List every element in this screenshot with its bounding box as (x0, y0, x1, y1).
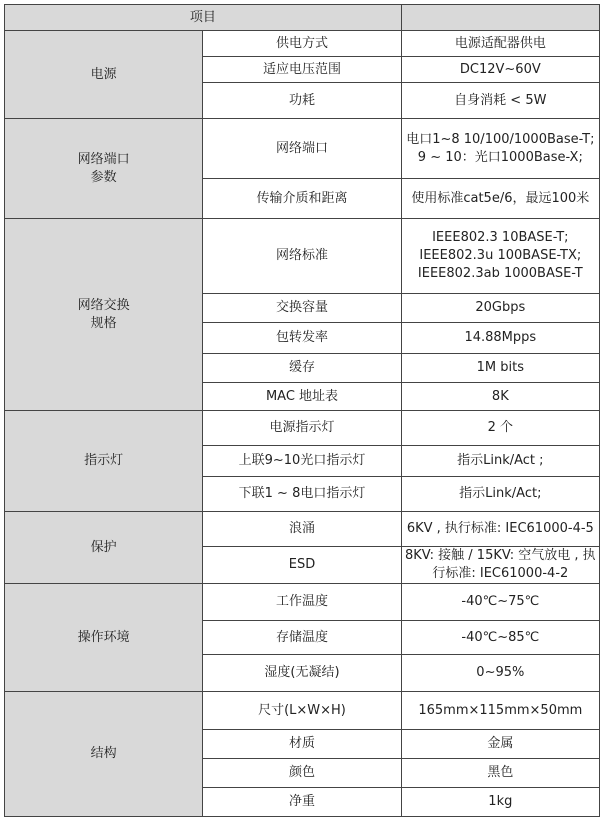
spec-value: 电源适配器供电 (401, 31, 599, 57)
spec-value: 使用标准cat5e/6，最远100米 (401, 179, 599, 219)
group-label: 网络交换 规格 (5, 219, 203, 411)
spec-name: 存储温度 (203, 621, 401, 655)
spec-name: 网络标准 (203, 219, 401, 294)
spec-name: 供电方式 (203, 31, 401, 57)
header-item: 项目 (5, 5, 402, 31)
table-row (5, 411, 600, 446)
spec-value: 指示Link/Act; (401, 477, 599, 512)
table-row (5, 119, 600, 179)
group-label: 保护 (5, 512, 203, 584)
spec-name: 尺寸(L×W×H) (203, 692, 401, 730)
spec-name: 传输介质和距离 (203, 179, 401, 219)
spec-name: 浪涌 (203, 512, 401, 547)
spec-value: 1M bits (401, 354, 599, 383)
group-label: 网络端口 参数 (5, 119, 203, 219)
spec-value: 0~95% (401, 655, 599, 692)
spec-name: 缓存 (203, 354, 401, 383)
spec-name: 功耗 (203, 83, 401, 119)
spec-name: 适应电压范围 (203, 57, 401, 83)
spec-name: 上联9~10光口指示灯 (203, 446, 401, 477)
group-label: 操作环境 (5, 584, 203, 692)
spec-value: IEEE802.3 10BASE-T; IEEE802.3u 100BASE-TX; IEEE802.3ab 1000BASE-T (401, 219, 599, 294)
spec-value: 165mm×115mm×50mm (401, 692, 599, 730)
spec-value: 14.88Mpps (401, 323, 599, 354)
spec-name: 包转发率 (203, 323, 401, 354)
spec-name: 网络端口 (203, 119, 401, 179)
group-label: 电源 (5, 31, 203, 119)
table-row (5, 219, 600, 294)
spec-value: 黑色 (401, 759, 599, 788)
spec-name: 工作温度 (203, 584, 401, 621)
spec-value: 8K (401, 383, 599, 411)
spec-value: -40℃~85℃ (401, 621, 599, 655)
spec-name: 净重 (203, 788, 401, 817)
group-label: 指示灯 (5, 411, 203, 512)
table-row (5, 692, 600, 730)
spec-table (4, 4, 600, 817)
header-row (5, 5, 600, 31)
spec-name: 电源指示灯 (203, 411, 401, 446)
spec-value: -40℃~75℃ (401, 584, 599, 621)
spec-value: 自身消耗 < 5W (401, 83, 599, 119)
spec-name: 下联1 ~ 8电口指示灯 (203, 477, 401, 512)
spec-name: 颜色 (203, 759, 401, 788)
spec-name: MAC 地址表 (203, 383, 401, 411)
table-row (5, 31, 600, 57)
spec-value: 20Gbps (401, 294, 599, 323)
spec-value: 6KV , 执行标准: IEC61000-4-5 (401, 512, 599, 547)
spec-value: 1kg (401, 788, 599, 817)
spec-value: 指示Link/Act ; (401, 446, 599, 477)
spec-name: 湿度(无凝结) (203, 655, 401, 692)
spec-value: 2 个 (401, 411, 599, 446)
spec-value: 金属 (401, 730, 599, 759)
spec-name: ESD (203, 547, 401, 584)
spec-name: 材质 (203, 730, 401, 759)
table-row (5, 512, 600, 547)
header-value (401, 5, 599, 31)
table-row (5, 584, 600, 621)
spec-value: 8KV: 接触 / 15KV: 空气放电 , 执行标准: IEC61000-4-2 (401, 547, 599, 584)
spec-value: DC12V~60V (401, 57, 599, 83)
group-label: 结构 (5, 692, 203, 817)
spec-name: 交换容量 (203, 294, 401, 323)
spec-value: 电口1~8 10/100/1000Base-T; 9 ~ 10：光口1000Base-X; (401, 119, 599, 179)
